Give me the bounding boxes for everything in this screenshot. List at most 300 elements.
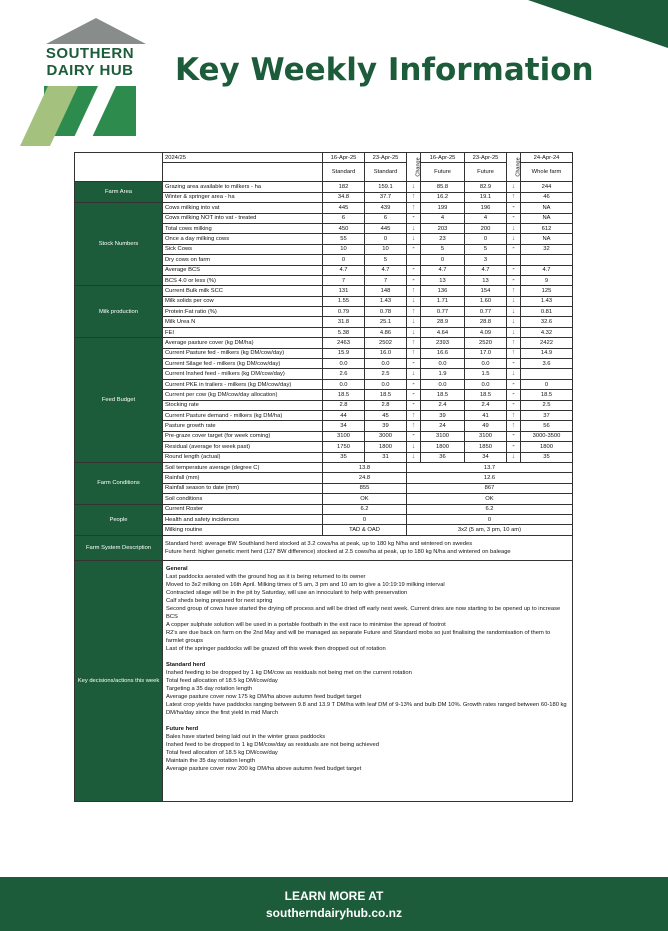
decision-item: Total feed allocation of 18.5 kg DM/cow/day [166, 677, 278, 684]
value-cell: 44 [323, 410, 365, 420]
row-label: Rainfall (mm) [163, 473, 323, 483]
value-cell: 5 [421, 244, 465, 254]
future-value: 3x2 (5 am, 3 pm, 10 am) [407, 525, 573, 535]
value-cell: 136 [421, 286, 465, 296]
value-cell: 32.6 [521, 317, 573, 327]
value-cell: 148 [365, 286, 407, 296]
value-cell: 2.5 [521, 400, 573, 410]
change-indicator: ↓ [407, 223, 421, 233]
value-cell: 0.0 [365, 359, 407, 369]
row-label: Milk Urea N [163, 317, 323, 327]
value-cell: 18.5 [365, 390, 407, 400]
value-cell: 1850 [465, 442, 507, 452]
change-header: Change [407, 153, 421, 182]
key-decisions-row [75, 560, 573, 801]
category-label: People [75, 504, 163, 535]
change-indicator: ↓ [507, 296, 521, 306]
future-value: 867 [407, 483, 573, 493]
change-indicator: - [507, 213, 521, 223]
change-indicator: - [407, 379, 421, 389]
value-cell: 6 [365, 213, 407, 223]
decision-item: Maintain the 35 day rotation length [166, 757, 255, 764]
category-label: Stock Numbers [75, 203, 163, 286]
standard-value: OK [323, 494, 407, 504]
row-label: Pasture growth rate [163, 421, 323, 431]
value-cell: 4.7 [365, 265, 407, 275]
value-cell: 4.86 [365, 327, 407, 337]
row-label: Round length (actual) [163, 452, 323, 462]
value-cell: 0.77 [421, 307, 465, 317]
farm-system-standard: Standard herd: average BW Southland herd stocked at 3.2 cows/ha at peak, up to 180 kg N/ha and wintered on swedes [165, 540, 473, 547]
change-indicator: ↓ [507, 327, 521, 337]
standard-herd-title: Standard herd [166, 661, 206, 668]
decision-item: A copper sulphate solution will be used in a portable footbath in the exit race to minimise the spread of footrot [166, 621, 446, 628]
change-indicator: ↑ [507, 348, 521, 358]
change-indicator: ↓ [507, 317, 521, 327]
value-cell: 28.9 [421, 317, 465, 327]
change-indicator: ↑ [407, 338, 421, 348]
value-cell: 9 [521, 275, 573, 285]
standard-value: 13.8 [323, 462, 407, 472]
value-cell: 439 [365, 203, 407, 213]
value-cell: 3100 [323, 431, 365, 441]
value-cell: 13 [421, 275, 465, 285]
change-indicator [407, 255, 421, 265]
value-cell: 4.7 [521, 265, 573, 275]
value-cell: 25.1 [365, 317, 407, 327]
value-cell: 0 [421, 255, 465, 265]
value-cell: 3 [465, 255, 507, 265]
decision-item: Second group of cows have started the drying off process and will be dried off early next week. Current dries are now starting to be opened up to increase BCS [166, 605, 561, 620]
row-label: Sick Cows [163, 244, 323, 254]
row-label: Average pasture cover (kg DM/ha) [163, 338, 323, 348]
row-label: Stocking rate [163, 400, 323, 410]
change-indicator: - [407, 400, 421, 410]
footer-banner [0, 877, 668, 931]
value-cell: 2.5 [365, 369, 407, 379]
change-indicator: ↓ [407, 317, 421, 327]
future-value: 0 [407, 514, 573, 524]
value-cell: 0 [521, 379, 573, 389]
farm-system-category: Farm System Description [75, 535, 163, 560]
value-cell: 34 [465, 452, 507, 462]
value-cell: 0.0 [465, 379, 507, 389]
standard-value: 0 [323, 514, 407, 524]
value-cell: NA [521, 234, 573, 244]
future-value: OK [407, 494, 573, 504]
future-value: 12.6 [407, 473, 573, 483]
change-indicator: ↓ [507, 234, 521, 244]
change-indicator: ↑ [507, 192, 521, 202]
category-label: Feed Budget [75, 338, 163, 463]
table-row [75, 338, 573, 348]
value-cell: 82.9 [465, 182, 507, 192]
value-cell: 0.0 [465, 359, 507, 369]
value-cell: 0.77 [465, 307, 507, 317]
value-cell: 1750 [323, 442, 365, 452]
decision-item: Last of the springer paddocks will be grazed off this week then dropped out of rotation [166, 645, 386, 652]
group-future-2: Future [465, 163, 507, 182]
value-cell: 23 [421, 234, 465, 244]
value-cell: 0.0 [365, 379, 407, 389]
value-cell: 131 [323, 286, 365, 296]
value-cell: 34 [323, 421, 365, 431]
value-cell: 200 [465, 223, 507, 233]
value-cell: 2.4 [465, 400, 507, 410]
weekly-info-table [74, 152, 573, 802]
value-cell: 14.9 [521, 348, 573, 358]
logo-roof [46, 18, 146, 44]
future-value: 6.2 [407, 504, 573, 514]
value-cell: 0.78 [365, 307, 407, 317]
value-cell: 37.7 [365, 192, 407, 202]
farm-system-row [75, 535, 573, 560]
change-indicator: - [507, 431, 521, 441]
decision-item: Targeting a 35 day rotation length [166, 685, 253, 692]
change-indicator: ↑ [407, 192, 421, 202]
change-indicator: ↑ [507, 286, 521, 296]
value-cell: 2.8 [365, 400, 407, 410]
value-cell: 2.4 [421, 400, 465, 410]
value-cell: 0.81 [521, 307, 573, 317]
change-indicator: - [507, 359, 521, 369]
value-cell: 612 [521, 223, 573, 233]
value-cell: 35 [521, 452, 573, 462]
row-label: Current Inshed feed - milkers (kg DM/cow/day) [163, 369, 323, 379]
change-indicator: ↓ [407, 182, 421, 192]
value-cell [521, 255, 573, 265]
change-indicator: - [407, 265, 421, 275]
value-cell: 35 [323, 452, 365, 462]
change-indicator: - [507, 442, 521, 452]
decision-item: Inshed feed to be dropped to 1 kg DM/cow/day as residuals are not being achieved [166, 741, 380, 748]
value-cell: 1800 [365, 442, 407, 452]
row-label: Soil temperature average (degree C) [163, 462, 323, 472]
value-cell: 4.7 [465, 265, 507, 275]
row-label: Current Pasture fed - milkers (kg DM/cow/day) [163, 348, 323, 358]
decision-item: Last paddocks aerated with the ground hog as it is being returned to its owner [166, 573, 366, 580]
value-cell: 18.5 [465, 390, 507, 400]
value-cell: 1.71 [421, 296, 465, 306]
value-cell: 2.6 [323, 369, 365, 379]
value-cell: 0.0 [421, 359, 465, 369]
value-cell: 1.5 [465, 369, 507, 379]
value-cell: 31.8 [323, 317, 365, 327]
value-cell: 0.0 [421, 379, 465, 389]
value-cell: 56 [521, 421, 573, 431]
value-cell: 2393 [421, 338, 465, 348]
group-future-1: Future [421, 163, 465, 182]
change-indicator: ↑ [407, 286, 421, 296]
row-label: FEI [163, 327, 323, 337]
decision-item: Average pasture cover now 200 kg DM/ha above autumn feed budget target [166, 765, 362, 772]
table-row [75, 504, 573, 514]
standard-value: TAD & OAD [323, 525, 407, 535]
value-cell: 55 [323, 234, 365, 244]
value-cell: 3000 [365, 431, 407, 441]
decision-item: Total feed allocation of 18.5 kg DM/cow/day [166, 749, 278, 756]
change-indicator: - [407, 431, 421, 441]
change-indicator: - [407, 359, 421, 369]
value-cell: 0.0 [323, 359, 365, 369]
value-cell: 1.9 [421, 369, 465, 379]
value-cell: 154 [465, 286, 507, 296]
change-indicator: ↓ [407, 234, 421, 244]
value-cell: 37 [521, 410, 573, 420]
value-cell: 13 [465, 275, 507, 285]
change-indicator: - [507, 244, 521, 254]
change-indicator: - [507, 265, 521, 275]
standard-value: 6.2 [323, 504, 407, 514]
value-cell: 18.5 [521, 390, 573, 400]
value-cell: 19.1 [465, 192, 507, 202]
value-cell: 1.55 [323, 296, 365, 306]
value-cell: 445 [323, 203, 365, 213]
row-label: Dry cows on farm [163, 255, 323, 265]
value-cell: 2.8 [323, 400, 365, 410]
group-whole-farm: Whole farm [521, 163, 573, 182]
value-cell: 7 [323, 275, 365, 285]
change-indicator: ↓ [507, 223, 521, 233]
group-standard-1: Standard [323, 163, 365, 182]
change-indicator: ↓ [507, 307, 521, 317]
row-label: Milking routine [163, 525, 323, 535]
value-cell: 5.38 [323, 327, 365, 337]
value-cell: 0.0 [323, 379, 365, 389]
decision-item: Contracted silage will be in the pit by Saturday, will use an innoculant to help with preservation [166, 589, 408, 596]
table-row [75, 286, 573, 296]
change-indicator: - [507, 275, 521, 285]
group-standard-2: Standard [365, 163, 407, 182]
change-indicator [507, 255, 521, 265]
value-cell: 0 [465, 234, 507, 244]
change-indicator: ↓ [407, 452, 421, 462]
decision-item: Average pasture cover now 175 kg DM/ha above autumn feed budget target [166, 693, 362, 700]
value-cell: 1800 [421, 442, 465, 452]
southern-dairy-hub-logo [40, 18, 140, 136]
value-cell: 2520 [465, 338, 507, 348]
change-indicator: ↓ [407, 296, 421, 306]
row-label: Cows milking into vat [163, 203, 323, 213]
season-label: 2024/25 [163, 153, 323, 163]
row-label: Average BCS [163, 265, 323, 275]
change-indicator: ↓ [407, 369, 421, 379]
value-cell: 196 [465, 203, 507, 213]
value-cell: NA [521, 213, 573, 223]
footer-website-link[interactable]: southerndairyhub.co.nz [265, 906, 402, 920]
value-cell [521, 369, 573, 379]
category-label: Milk production [75, 286, 163, 338]
key-decisions-category: Key decisions/actions this week [75, 560, 163, 801]
date-standard-1: 16-Apr-25 [323, 153, 365, 163]
value-cell: 2463 [323, 338, 365, 348]
value-cell: 2502 [365, 338, 407, 348]
row-label: Total cows milking [163, 223, 323, 233]
change-indicator: - [507, 390, 521, 400]
key-decisions-text [163, 560, 573, 801]
value-cell: 1.43 [521, 296, 573, 306]
decision-item: Calf sheds being prepared for next spring [166, 597, 273, 604]
value-cell: 0 [365, 234, 407, 244]
change-indicator: ↑ [407, 421, 421, 431]
value-cell: 39 [421, 410, 465, 420]
value-cell: 199 [421, 203, 465, 213]
change-indicator: - [407, 275, 421, 285]
change-indicator: - [407, 213, 421, 223]
change-header-2: Change [507, 153, 521, 182]
change-indicator: ↑ [507, 410, 521, 420]
change-indicator: ↑ [407, 348, 421, 358]
value-cell: 2422 [521, 338, 573, 348]
value-cell: 41 [465, 410, 507, 420]
header-row-dates [75, 153, 573, 163]
logo-text-line2: DAIRY HUB [46, 62, 134, 79]
value-cell: 159.1 [365, 182, 407, 192]
value-cell: 24 [421, 421, 465, 431]
value-cell: 244 [521, 182, 573, 192]
standard-value: 855 [323, 483, 407, 493]
value-cell: 28.8 [465, 317, 507, 327]
row-label: Protein:Fat ratio (%) [163, 307, 323, 317]
value-cell: 15.9 [323, 348, 365, 358]
row-label: Winter & springer area - ha [163, 192, 323, 202]
change-indicator: ↑ [407, 410, 421, 420]
value-cell: 4 [421, 213, 465, 223]
standard-value: 24.8 [323, 473, 407, 483]
value-cell: 10 [365, 244, 407, 254]
corner-decoration [528, 0, 668, 48]
value-cell: 450 [323, 223, 365, 233]
date-future-1: 16-Apr-25 [421, 153, 465, 163]
value-cell: 4.7 [323, 265, 365, 275]
farm-system-future: Future herd: higher genetic merit herd (127 BW difference) stocked at 2.5 cows/ha at peak, up to 180 kg N/ha and wintered on baleage [165, 548, 511, 555]
decision-item: R2's are due back on farm on the 2nd May and will be managed as separate Future and Standard mobs so just finalising the randomisation of them to farmlet groups [166, 629, 551, 644]
logo-field-graphic [44, 86, 136, 136]
value-cell: 4.09 [465, 327, 507, 337]
change-indicator: ↓ [507, 182, 521, 192]
decision-item: Latest crop yields have paddocks ranging between 9.8 and 13.9 T DM/ha with leaf DM of 9-13% and bulb DM 10%. Growth rates ranged between 60-180 kg DM/ha/day since the first yield in mid March [166, 701, 567, 716]
row-label: Current Roster [163, 504, 323, 514]
future-herd-title: Future herd [166, 725, 199, 732]
value-cell: 6 [323, 213, 365, 223]
logo-text-line1: SOUTHERN [45, 45, 135, 62]
value-cell: 34.8 [323, 192, 365, 202]
row-label: Rainfall season to date (mm) [163, 483, 323, 493]
value-cell: 16.0 [365, 348, 407, 358]
date-whole-farm: 24-Apr-24 [521, 153, 573, 163]
change-indicator: ↓ [407, 327, 421, 337]
row-label: Once a day milking cows [163, 234, 323, 244]
change-indicator: - [407, 244, 421, 254]
value-cell: 182 [323, 182, 365, 192]
change-indicator: ↓ [407, 442, 421, 452]
category-label: Farm Area [75, 182, 163, 203]
value-cell: 5 [365, 255, 407, 265]
value-cell: 10 [323, 244, 365, 254]
row-label: Current Silage fed - milkers (kg DM/cow/day) [163, 359, 323, 369]
footer-learn-more: LEARN MORE AT [284, 889, 384, 903]
row-label: Current Bulk milk SCC [163, 286, 323, 296]
value-cell: 3.6 [521, 359, 573, 369]
row-label: Pre-graze cover target (for week coming) [163, 431, 323, 441]
value-cell: 125 [521, 286, 573, 296]
page-title: Key Weekly Information [175, 52, 594, 88]
row-label: Current PKE in trailers - milkers (kg DM/cow/day) [163, 379, 323, 389]
change-indicator: ↑ [407, 307, 421, 317]
decision-item: Moved to 3x2 milking on 16th April. Milking times of 5 am, 3 pm and 10 am to give a 10:19:19 milking interval [166, 581, 445, 588]
change-indicator: ↑ [407, 203, 421, 213]
row-label: Milk solids per cow [163, 296, 323, 306]
row-label: Soil conditions [163, 494, 323, 504]
general-title: General [166, 565, 188, 572]
value-cell: 0.79 [323, 307, 365, 317]
row-label: Health and safety incidences [163, 514, 323, 524]
value-cell: 4.64 [421, 327, 465, 337]
future-value: 13.7 [407, 462, 573, 472]
change-indicator: ↑ [507, 338, 521, 348]
value-cell: 17.0 [465, 348, 507, 358]
value-cell: 49 [465, 421, 507, 431]
row-label: Residual (average for week past) [163, 442, 323, 452]
change-indicator: ↓ [507, 452, 521, 462]
farm-system-text [163, 535, 573, 560]
value-cell: 16.2 [421, 192, 465, 202]
value-cell: 31 [365, 452, 407, 462]
value-cell: 3100 [465, 431, 507, 441]
table-row [75, 462, 573, 472]
row-label: Current Pasture demand - milkers (kg DM/ha) [163, 410, 323, 420]
row-label: Current per cow (kg DM/cow/day allocation) [163, 390, 323, 400]
value-cell: 3100 [421, 431, 465, 441]
value-cell: 36 [421, 452, 465, 462]
value-cell: 45 [365, 410, 407, 420]
value-cell: 1.60 [465, 296, 507, 306]
value-cell: 85.8 [421, 182, 465, 192]
value-cell: 7 [365, 275, 407, 285]
category-label: Farm Conditions [75, 462, 163, 504]
change-indicator: ↑ [507, 421, 521, 431]
change-indicator: - [507, 400, 521, 410]
value-cell: 18.5 [421, 390, 465, 400]
value-cell: 5 [465, 244, 507, 254]
date-future-2: 23-Apr-25 [465, 153, 507, 163]
value-cell: 32 [521, 244, 573, 254]
row-label: Grazing area available to milkers - ha [163, 182, 323, 192]
value-cell: 0 [323, 255, 365, 265]
row-label: Cows milking NOT into vat - treated [163, 213, 323, 223]
value-cell: 3000-3500 [521, 431, 573, 441]
value-cell: 445 [365, 223, 407, 233]
value-cell: 4.7 [421, 265, 465, 275]
value-cell: NA [521, 203, 573, 213]
change-indicator: ↓ [507, 369, 521, 379]
value-cell: 18.5 [323, 390, 365, 400]
value-cell: 1.43 [365, 296, 407, 306]
value-cell: 203 [421, 223, 465, 233]
decision-item: Bales have started being laid out in the winter grass paddocks [166, 733, 326, 740]
value-cell: 16.6 [421, 348, 465, 358]
value-cell: 39 [365, 421, 407, 431]
date-standard-2: 23-Apr-25 [365, 153, 407, 163]
change-indicator: - [507, 203, 521, 213]
table-row [75, 203, 573, 213]
value-cell: 4 [465, 213, 507, 223]
change-indicator: - [407, 390, 421, 400]
change-indicator: - [507, 379, 521, 389]
value-cell: 1800 [521, 442, 573, 452]
value-cell: 4.32 [521, 327, 573, 337]
row-label: BCS 4.0 or less (%) [163, 275, 323, 285]
